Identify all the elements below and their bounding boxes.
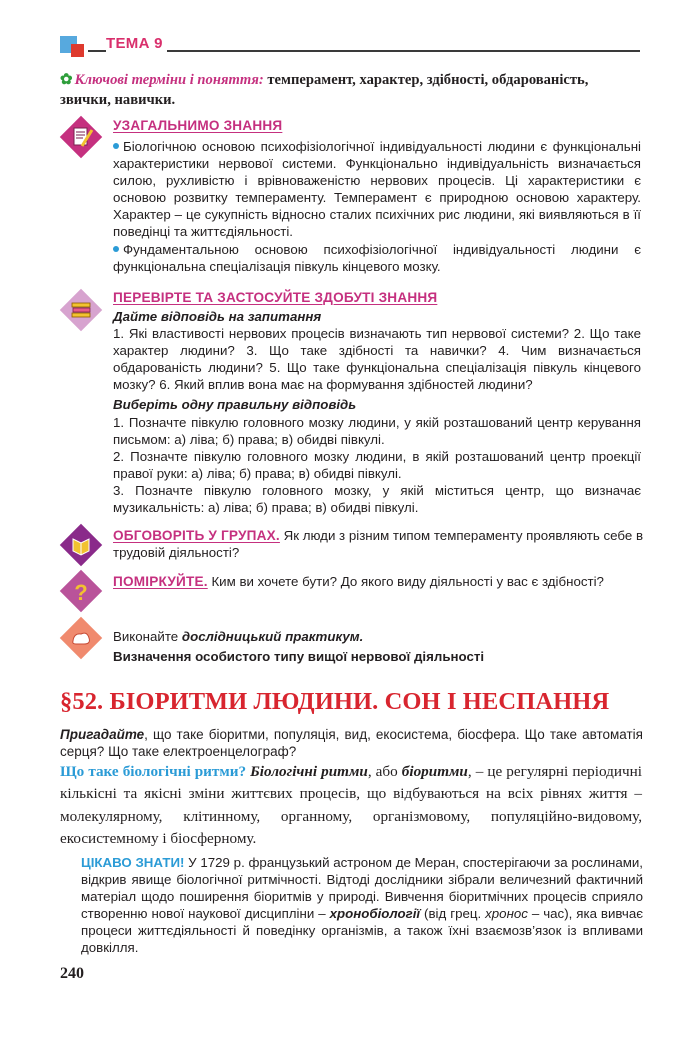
svg-text:?: ? <box>74 580 88 605</box>
recall-label: Пригадайте <box>60 727 145 742</box>
greek-word: хронос <box>485 906 528 922</box>
summary-body <box>113 138 641 275</box>
term-biorhythms: біоритми <box>401 763 468 780</box>
choice-item: 2. Позначте півкулю головного мозку людини, в якій розташований центр проекції правої руки: а) ліва; б) права; в) обидві півкулі. <box>113 448 641 481</box>
think-text: Ким ви хочете бути? До якого виду діяльності у вас є здібності? <box>211 574 604 589</box>
check-body <box>113 308 641 516</box>
recall-text: , що таке біоритми, популяція, вид, екосистема, біосфера. Що таке автоматія серця? Що таке електроенцелограф? <box>60 727 643 760</box>
flower-icon: ✿ <box>60 72 73 88</box>
header-square-accent-icon <box>71 44 84 57</box>
page-number: 240 <box>60 965 84 982</box>
key-terms-text: темперамент, характер, здібності, обдарованість, звички, навички. <box>60 72 589 108</box>
think-title: ПОМІРКУЙТЕ. <box>113 574 208 589</box>
discuss-text: Як люди з різним типом темпераменту проявляють себе в трудовій діяльності? <box>113 528 644 561</box>
key-terms <box>60 71 640 110</box>
summary-bullet: Фундаментальною основою психофізіологічної індивідуальності людини є функціональна спеціалізація півкуль кінцевого мозку. <box>113 241 641 274</box>
header-rule <box>88 50 640 52</box>
summary-title: УЗАГАЛЬНИМО ЗНАННЯ <box>113 118 283 133</box>
paragraph-title: §52. БІОРИТМИ ЛЮДИНИ. СОН І НЕСПАННЯ <box>60 688 610 715</box>
questions-text: 1. Які властивості нервових процесів визначають тип нервової системи? 2. Що таке характер людини? 3. Що таке здібності та навички? 4. Чим визначається обдарованість людини? 5. Що таке функціональна спеціалізація півкуль кінцевого мозку? 6. Який вплив вона має на формування здібностей людини? <box>113 326 641 393</box>
questions-heading: Дайте відповідь на запитання <box>113 309 322 324</box>
discuss-block <box>113 527 643 561</box>
biorhythm-definition: Що таке біологічні ритми? Біологічні ритми, або біоритми, – це регулярні періодичні кількісні та якісні зміни життєвих процесів, що відбуваються на всіх рівнях життя – молекулярному, клітинному, органному, організмовому, популяційно-видовому, екосистемному і біосферному. <box>60 763 642 848</box>
term-chronobiology: хронобіології <box>329 906 421 922</box>
term-biological-rhythms: Біологічні ритми <box>250 763 368 780</box>
bullet-icon <box>113 143 119 149</box>
question-diamond-icon <box>60 570 102 612</box>
check-title: ПЕРЕВІРТЕ ТА ЗАСТОСУЙТЕ ЗДОБУТІ ЗНАННЯ <box>113 290 438 305</box>
think-block <box>113 573 648 590</box>
recall-block <box>60 726 643 760</box>
interesting-block: ЦІКАВО ЗНАТИ! У 1729 р. французький астроном де Меран, спостерігаючи за рослинами, відкрив явище біологічної ритмічності. Відтоді дослідники зібрали величезний фактичний матеріал щодо поширення біоритмів у природі. Вивчення біоритмічних процесів сприяло створенню нової наукової дисципліни – хронобіології (від грец. хронос – час), яка вивчає процеси життєдіяльності й поведінку організмів, а також їхні взаємозв’язок із впливами довкілля. <box>81 855 643 956</box>
books-diamond-icon <box>60 289 102 331</box>
discuss-title: ОБГОВОРІТЬ У ГРУПАХ. <box>113 528 280 543</box>
practicum-subtitle: Визначення особистого типу вищої нервової діяльності <box>113 649 485 665</box>
choice-item: 3. Позначте півкулю головного мозку, у якій міститься центр, що визначає музикальність: а) ліва; б) права; в) обидві півкулі. <box>113 482 641 516</box>
interesting-label: ЦІКАВО ЗНАТИ! <box>81 855 185 870</box>
group-diamond-icon <box>60 524 102 566</box>
bullet-icon <box>113 246 119 252</box>
summary-bullet: Біологічною основою психофізіологічної індивідуальності людини є функціональні характеристики нервової системи. Функціонально індивідуальність визначається силою, рухливістю і врівноваженістю нервових процесів. Ці характеристики є основою розвитку темпераменту. Темперамент є природною основою характеру. Характер – це сукупність відносно сталих психічних рис людини, які виявляються в її поведінці та життєдіяльності. <box>113 139 641 240</box>
key-terms-label: Ключові терміни і поняття: <box>74 72 264 88</box>
choice-heading: Виберіть одну правильну відповідь <box>113 397 357 413</box>
practicum-diamond-icon <box>60 617 102 659</box>
practicum-line: Виконайте дослідницький практикум. <box>113 629 364 644</box>
practicum-block <box>113 628 643 665</box>
definition-question: Що таке біологічні ритми? <box>60 763 247 780</box>
choice-item: 1. Позначте півкулю головного мозку людини, у якій розташований центр керування письмом: а) ліва; б) права; в) обидві півкулі. <box>113 414 641 447</box>
pencil-diamond-icon <box>60 116 102 158</box>
topic-title: ТЕМА 9 <box>106 35 167 52</box>
